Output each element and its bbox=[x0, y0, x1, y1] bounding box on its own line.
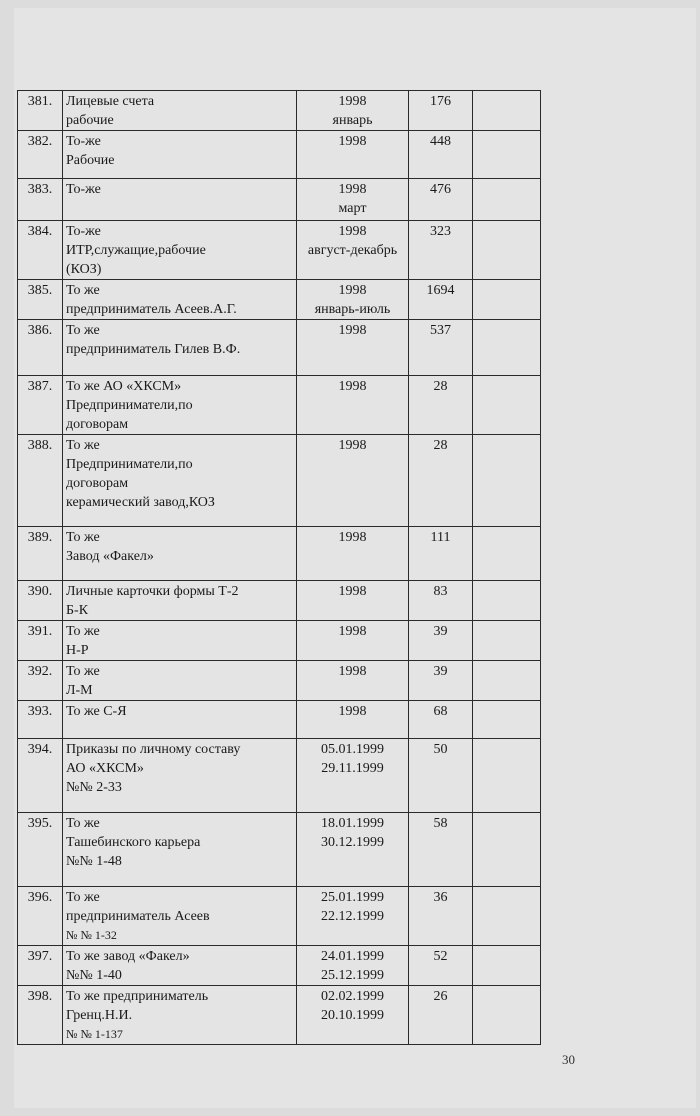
row-title bbox=[63, 221, 297, 280]
row-title bbox=[63, 527, 297, 581]
row-count: 448 bbox=[409, 131, 473, 179]
row-note bbox=[473, 887, 541, 946]
row-title bbox=[63, 320, 297, 376]
row-title bbox=[63, 131, 297, 179]
date-line: 22.12.1999 bbox=[321, 909, 384, 924]
date-line: 20.10.1999 bbox=[321, 1008, 384, 1023]
title-line: АО «ХКСМ» bbox=[66, 761, 144, 776]
row-title bbox=[63, 887, 297, 946]
table-row bbox=[18, 91, 541, 131]
title-line: № № 1-32 bbox=[66, 928, 117, 942]
date-line: 1998 bbox=[338, 438, 367, 453]
row-note bbox=[473, 581, 541, 621]
title-line: Личные карточки формы Т-2 bbox=[66, 584, 239, 599]
title-line: рабочие bbox=[66, 113, 114, 128]
title-line: Ташебинского карьера bbox=[66, 835, 201, 850]
page-number: 30 bbox=[562, 1052, 575, 1067]
title-line: договорам bbox=[66, 476, 129, 491]
title-line: Л-М bbox=[66, 683, 93, 698]
row-title bbox=[63, 701, 297, 739]
row-number: 384. bbox=[18, 221, 63, 280]
date-line: 30.12.1999 bbox=[321, 835, 384, 850]
row-number: 387. bbox=[18, 376, 63, 435]
row-date bbox=[297, 887, 409, 946]
row-title bbox=[63, 661, 297, 701]
row-count: 58 bbox=[409, 813, 473, 887]
row-number: 383. bbox=[18, 179, 63, 221]
row-count: 50 bbox=[409, 739, 473, 813]
date-line: 1998 bbox=[338, 134, 367, 149]
date-line: 25.01.1999 bbox=[321, 890, 384, 905]
row-note bbox=[473, 621, 541, 661]
date-line: 1998 bbox=[338, 224, 367, 239]
date-line: 29.11.1999 bbox=[321, 761, 384, 776]
row-note bbox=[473, 739, 541, 813]
row-note bbox=[473, 986, 541, 1045]
date-line: 1998 bbox=[338, 323, 367, 338]
date-line: 1998 bbox=[338, 584, 367, 599]
row-count: 52 bbox=[409, 946, 473, 986]
table-row bbox=[18, 527, 541, 581]
row-title bbox=[63, 581, 297, 621]
date-line: март bbox=[338, 201, 367, 216]
row-count: 1694 bbox=[409, 280, 473, 320]
title-line: То же С-Я bbox=[66, 704, 127, 719]
row-title bbox=[63, 179, 297, 221]
row-note bbox=[473, 701, 541, 739]
date-line: 18.01.1999 bbox=[321, 816, 384, 831]
title-line: №№ 2-33 bbox=[66, 780, 122, 795]
title-line: То же bbox=[66, 283, 100, 298]
row-note bbox=[473, 527, 541, 581]
row-number: 392. bbox=[18, 661, 63, 701]
title-line: № № 1-137 bbox=[66, 1027, 123, 1041]
date-line: 24.01.1999 bbox=[321, 949, 384, 964]
title-line: ИТР,служащие,рабочие bbox=[66, 243, 206, 258]
date-line: 25.12.1999 bbox=[321, 968, 384, 983]
row-title bbox=[63, 435, 297, 527]
row-note bbox=[473, 661, 541, 701]
row-title bbox=[63, 621, 297, 661]
row-note bbox=[473, 376, 541, 435]
title-line: Приказы по личному составу bbox=[66, 742, 241, 757]
row-number: 393. bbox=[18, 701, 63, 739]
row-count: 28 bbox=[409, 376, 473, 435]
title-line: договорам bbox=[66, 417, 129, 432]
table-row bbox=[18, 581, 541, 621]
row-title bbox=[63, 946, 297, 986]
row-number: 382. bbox=[18, 131, 63, 179]
title-line: То же bbox=[66, 438, 100, 453]
row-date bbox=[297, 813, 409, 887]
title-line: Н-Р bbox=[66, 643, 89, 658]
row-title bbox=[63, 813, 297, 887]
date-line: 1998 bbox=[338, 704, 367, 719]
row-note bbox=[473, 280, 541, 320]
title-line: То-же bbox=[66, 182, 101, 197]
row-date bbox=[297, 221, 409, 280]
date-line: 1998 bbox=[338, 94, 367, 109]
inventory-table bbox=[17, 90, 541, 1045]
row-date bbox=[297, 131, 409, 179]
title-line: То же bbox=[66, 323, 100, 338]
table-row bbox=[18, 131, 541, 179]
title-line: №№ 1-40 bbox=[66, 968, 122, 983]
row-date bbox=[297, 435, 409, 527]
title-line: предприниматель Асеев.А.Г. bbox=[66, 302, 237, 317]
row-number: 397. bbox=[18, 946, 63, 986]
row-title bbox=[63, 280, 297, 320]
title-line: предприниматель Гилев В.Ф. bbox=[66, 342, 241, 357]
row-count: 68 bbox=[409, 701, 473, 739]
row-title bbox=[63, 739, 297, 813]
date-line: январь bbox=[332, 113, 373, 128]
row-date bbox=[297, 179, 409, 221]
title-line: То-же bbox=[66, 224, 101, 239]
date-line: 1998 bbox=[338, 182, 367, 197]
date-line: 1998 bbox=[338, 624, 367, 639]
title-line: То-же bbox=[66, 134, 101, 149]
date-line: 05.01.1999 bbox=[321, 742, 384, 757]
title-line: №№ 1-48 bbox=[66, 854, 122, 869]
row-note bbox=[473, 91, 541, 131]
table-row bbox=[18, 280, 541, 320]
row-date bbox=[297, 621, 409, 661]
row-note bbox=[473, 320, 541, 376]
row-note bbox=[473, 435, 541, 527]
title-line: То же bbox=[66, 530, 100, 545]
title-line: Рабочие bbox=[66, 153, 115, 168]
table-row bbox=[18, 179, 541, 221]
row-number: 390. bbox=[18, 581, 63, 621]
row-count: 26 bbox=[409, 986, 473, 1045]
table-row bbox=[18, 739, 541, 813]
row-number: 396. bbox=[18, 887, 63, 946]
table-row bbox=[18, 946, 541, 986]
row-number: 385. bbox=[18, 280, 63, 320]
row-date bbox=[297, 581, 409, 621]
row-note bbox=[473, 946, 541, 986]
row-date bbox=[297, 91, 409, 131]
row-count: 537 bbox=[409, 320, 473, 376]
row-date bbox=[297, 280, 409, 320]
table-row bbox=[18, 813, 541, 887]
table-row bbox=[18, 320, 541, 376]
title-line: То же bbox=[66, 890, 100, 905]
row-count: 476 bbox=[409, 179, 473, 221]
title-line: То же завод «Факел» bbox=[66, 949, 190, 964]
row-date bbox=[297, 376, 409, 435]
date-line: август-декабрь bbox=[307, 243, 398, 258]
date-line: 1998 bbox=[338, 530, 367, 545]
table-row bbox=[18, 701, 541, 739]
title-line: Завод «Факел» bbox=[66, 549, 154, 564]
row-count: 323 bbox=[409, 221, 473, 280]
row-note bbox=[473, 179, 541, 221]
title-line: (КОЗ) bbox=[66, 262, 102, 277]
table-row bbox=[18, 221, 541, 280]
date-line: 1998 bbox=[338, 664, 367, 679]
title-line: То же bbox=[66, 624, 100, 639]
date-line: 02.02.1999 bbox=[321, 989, 384, 1004]
table-row bbox=[18, 887, 541, 946]
row-count: 39 bbox=[409, 621, 473, 661]
title-line: То же bbox=[66, 816, 100, 831]
row-count: 176 bbox=[409, 91, 473, 131]
row-note bbox=[473, 221, 541, 280]
row-count: 28 bbox=[409, 435, 473, 527]
title-line: Предприниматели,по bbox=[66, 398, 193, 413]
table-row bbox=[18, 661, 541, 701]
title-line: Предприниматели,по bbox=[66, 457, 193, 472]
row-count: 36 bbox=[409, 887, 473, 946]
date-line: 1998 bbox=[338, 283, 367, 298]
date-line: январь-июль bbox=[314, 302, 391, 317]
title-line: То же предприниматель bbox=[66, 989, 209, 1004]
row-date bbox=[297, 701, 409, 739]
title-line: Лицевые счета bbox=[66, 94, 155, 109]
title-line: керамический завод,КОЗ bbox=[66, 495, 215, 510]
row-date bbox=[297, 661, 409, 701]
date-line: 1998 bbox=[338, 379, 367, 394]
title-line: То же bbox=[66, 664, 100, 679]
table-row bbox=[18, 435, 541, 527]
table-row bbox=[18, 986, 541, 1045]
row-number: 381. bbox=[18, 91, 63, 131]
row-date bbox=[297, 986, 409, 1045]
row-date bbox=[297, 946, 409, 986]
row-number: 391. bbox=[18, 621, 63, 661]
row-title bbox=[63, 91, 297, 131]
row-date bbox=[297, 739, 409, 813]
table-row bbox=[18, 621, 541, 661]
row-note bbox=[473, 131, 541, 179]
row-count: 39 bbox=[409, 661, 473, 701]
title-line: Гренц.Н.И. bbox=[66, 1008, 133, 1023]
row-title bbox=[63, 376, 297, 435]
row-number: 386. bbox=[18, 320, 63, 376]
row-count: 111 bbox=[409, 527, 473, 581]
row-number: 389. bbox=[18, 527, 63, 581]
title-line: предприниматель Асеев bbox=[66, 909, 210, 924]
row-count: 83 bbox=[409, 581, 473, 621]
title-line: Б-К bbox=[66, 603, 89, 618]
row-number: 398. bbox=[18, 986, 63, 1045]
row-number: 394. bbox=[18, 739, 63, 813]
title-line: То же АО «ХКСМ» bbox=[66, 379, 182, 394]
row-title bbox=[63, 986, 297, 1045]
table-row bbox=[18, 376, 541, 435]
row-number: 388. bbox=[18, 435, 63, 527]
row-note bbox=[473, 813, 541, 887]
row-date bbox=[297, 320, 409, 376]
row-number: 395. bbox=[18, 813, 63, 887]
row-date bbox=[297, 527, 409, 581]
